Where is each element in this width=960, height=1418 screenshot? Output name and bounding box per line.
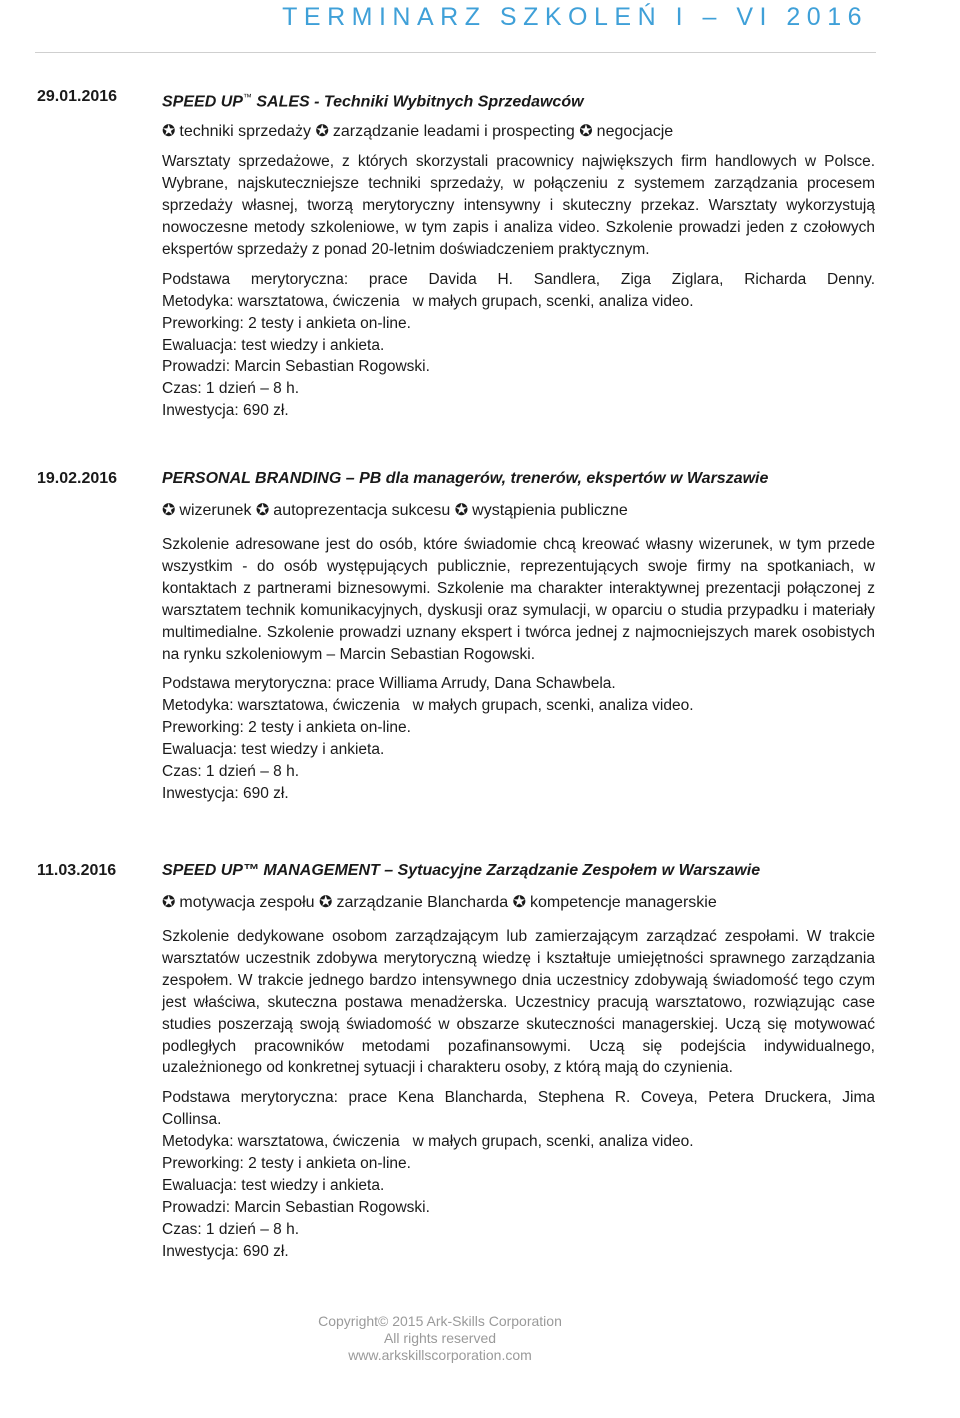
entry-details bbox=[162, 673, 875, 804]
title-part: SPEED UP bbox=[162, 93, 243, 111]
topic-tags bbox=[162, 121, 875, 143]
evaluation-line: Ewaluacja: test wiedzy i ankieta. bbox=[162, 336, 385, 354]
star-bullet-icon: ✪ bbox=[162, 123, 176, 141]
trainer-line: Prowadzi: Marcin Sebastian Rogowski. bbox=[162, 1198, 430, 1216]
entry-description: Szkolenie dedykowane osobom zarządzającym lub zamierzającym zarządzać zespołami. W trakcie warsztatów uczestnik zdobywa merytoryczną wiedzę i kształtuje umiejętności sprawnego zarządzania zespołem. W trakcie jednego bardzo intensywnego dnia uczestnicy zdobywają świadomość tego czym jest właściwa, skuteczna postawa menadżerska. Uczestnicy pracują warsztatowo, rozwiązując case studies poszerzają swoją świadomość w obszarze skuteczności managerskiej. Uczą się motywować podległych pracowników metodami pozafinansowymi. Uczą się podejścia indywidualnego, uzależnionego od konkretnej sytuacji i charakteru osoby, z którą mają do czynienia. bbox=[162, 928, 875, 1077]
rights-text: All rights reserved bbox=[383, 1330, 497, 1346]
price-line: Inwestycja: 690 zł. bbox=[162, 1242, 289, 1260]
price-line: Inwestycja: 690 zł. bbox=[162, 402, 289, 420]
preworking-line: Preworking: 2 testy i ankieta on-line. bbox=[162, 1155, 411, 1173]
topic-tag: autoprezentacja sukcesu bbox=[273, 502, 451, 519]
entry-date: 19.02.2016 bbox=[37, 470, 118, 487]
evaluation-line: Ewaluacja: test wiedzy i ankieta. bbox=[162, 1176, 385, 1194]
star-bullet-icon: ✪ bbox=[454, 502, 469, 519]
basis-line: Podstawa merytoryczna: prace Williama Arrudy, Dana Schawbela. bbox=[162, 675, 616, 693]
topic-tag: techniki sprzedaży bbox=[179, 123, 312, 141]
trademark-symbol: ™ bbox=[242, 92, 252, 102]
method-line: Metodyka: warsztatowa, ćwiczenia w małych grupach, scenki, analiza video. bbox=[162, 1133, 694, 1151]
header-divider bbox=[35, 52, 876, 53]
topic-tag: zarządzanie Blancharda bbox=[336, 894, 509, 911]
website-link[interactable]: www.arkskillscorporation.com bbox=[348, 1347, 532, 1363]
evaluation-line: Ewaluacja: test wiedzy i ankieta. bbox=[162, 741, 385, 759]
basis-line: Podstawa merytoryczna: prace Kena Blancharda, Stephena R. Coveya, Petera Druckera, Jima Collinsa. bbox=[162, 1089, 875, 1129]
star-bullet-icon: ✪ bbox=[255, 502, 270, 519]
copyright-text: Copyright© 2015 Ark-Skills Corporation bbox=[318, 1313, 562, 1329]
time-line: Czas: 1 dzień – 8 h. bbox=[162, 763, 299, 781]
method-line: Metodyka: warsztatowa, ćwiczenia w małych grupach, scenki, analiza video. bbox=[162, 292, 694, 310]
title-part: SALES - Techniki Wybitnych Sprzedawców bbox=[251, 93, 584, 111]
time-line: Czas: 1 dzień – 8 h. bbox=[162, 380, 299, 398]
entry-description: Szkolenie adresowane jest do osób, które świadomie chcą kreować własny wizerunek, w tym przede wszystkim - do osób występujących publicznie, reprezentujących swoje firmy na spotkaniach, w kontaktach z partnerami biznesowymi. Szkolenie ma charakter interaktywnej prezentacji połączonej z warsztatem technik komunikacyjnych, dyskusji oraz symulacji, w oparciu o studia przypadku i materiały multimedialne. Szkolenie prowadzi uznany ekspert i twórca jednej z najmocniejszych marek osobistych na rynku szkoleniowym – Marcin Sebastian Rogowski. bbox=[162, 536, 875, 663]
entry-date: 29.01.2016 bbox=[37, 88, 118, 105]
entry-title bbox=[162, 86, 875, 113]
topic-tag: negocjacje bbox=[596, 123, 674, 141]
trainer-line: Prowadzi: Marcin Sebastian Rogowski. bbox=[162, 358, 430, 376]
price-line: Inwestycja: 690 zł. bbox=[162, 784, 289, 802]
preworking-line: Preworking: 2 testy i ankieta on-line. bbox=[162, 314, 411, 332]
star-bullet-icon: ✪ bbox=[162, 502, 176, 519]
preworking-line: Preworking: 2 testy i ankieta on-line. bbox=[162, 719, 411, 737]
topic-tag: wizerunek bbox=[179, 502, 252, 519]
star-bullet-icon: ✪ bbox=[319, 894, 333, 911]
entry-details bbox=[162, 269, 875, 422]
star-bullet-icon: ✪ bbox=[162, 894, 176, 911]
entry-title: SPEED UP™ MANAGEMENT – Sytuacyjne Zarządzanie Zespołem w Warszawie bbox=[162, 862, 761, 879]
time-line: Czas: 1 dzień – 8 h. bbox=[162, 1220, 299, 1238]
star-bullet-icon: ✪ bbox=[315, 123, 329, 141]
method-line: Metodyka: warsztatowa, ćwiczenia w małych grupach, scenki, analiza video. bbox=[162, 697, 694, 715]
topic-tags bbox=[162, 892, 875, 914]
page-title: TERMINARZ SZKOLEŃ I – VI 2016 bbox=[282, 3, 868, 31]
star-bullet-icon: ✪ bbox=[512, 894, 526, 911]
topic-tag: zarządzanie leadami i prospecting bbox=[332, 123, 575, 141]
entry-title: PERSONAL BRANDING – PB dla managerów, trenerów, ekspertów w Warszawie bbox=[162, 470, 769, 487]
page-footer bbox=[260, 1313, 620, 1364]
topic-tag: wystąpienia publiczne bbox=[472, 502, 628, 519]
star-bullet-icon: ✪ bbox=[579, 123, 593, 141]
basis-line: Podstawa merytoryczna: prace Davida H. Sandlera, Ziga Ziglara, Richarda Denny. bbox=[162, 270, 875, 288]
topic-tags bbox=[162, 500, 875, 522]
topic-tag: kompetencje managerskie bbox=[529, 894, 717, 911]
entry-description: Warsztaty sprzedażowe, z których skorzystali pracownicy największych firm handlowych w Polsce. Wybrane, najskuteczniejsze techniki sprzedaży, w połączeniu z systemem zarządzania procesem sprzedaży własnej, tworzą merytoryczny intensywny i skuteczny przekaz. Warsztaty wykorzystują nowoczesne metody szkoleniowe, w tym zapis i analiza video. Szkolenie prowadzi jeden z czołowych ekspertów sprzedaży z ponad 20-letnim doświadczeniem praktycznym. bbox=[162, 153, 875, 258]
entry-details bbox=[162, 1087, 875, 1262]
entry-date: 11.03.2016 bbox=[37, 862, 117, 879]
topic-tag: motywacja zespołu bbox=[179, 894, 315, 911]
